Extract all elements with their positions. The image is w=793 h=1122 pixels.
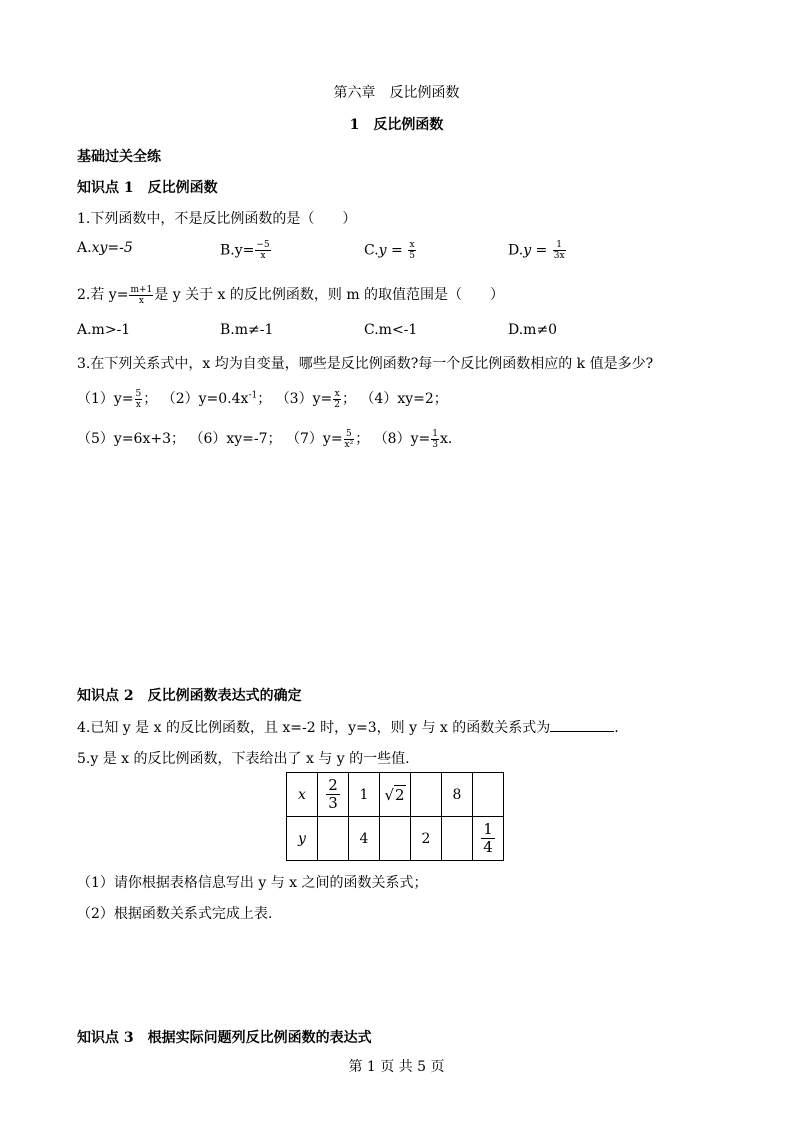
q3-items-row-1 [77,388,448,410]
section-title: 1 反比例函数 [349,117,444,133]
knowledge-point-3 [77,1027,372,1047]
table-cell-empty[interactable] [318,817,349,861]
q1-option-b: B.y= $\frac{-5}{x}$ [220,240,270,261]
q3-item-8: （8）y= $\frac{1}{3}$ x. [373,428,453,450]
table-cell-empty[interactable] [380,817,411,861]
q4-stem: 4.已知 y 是 x 的反比例函数，且 x=-2 时，y=3，则 y 与 x 的函数关系式为 . [77,720,619,736]
kp2-label: 知识点 2 [77,688,134,704]
q1-stem: 1.下列函数中，不是反比例函数的是（ ） [77,211,357,227]
chapter-title: 第六章 反比例函数 [333,85,460,101]
part-title: 基础过关全练 [77,149,161,165]
kp2-title: 反比例函数表达式的确定 [147,688,302,704]
knowledge-point-1 [77,177,218,197]
q3-item-3: （3）y= $\frac{x}{2}$ ； [275,388,356,410]
q3-item-2: $(2)y=0.4x^{-1}$； [161,390,272,407]
q1-option-d: D.y = $\frac{1}{3x}$ [508,240,565,261]
table-cell: $\frac{1}{4}$ [473,817,504,861]
q1-option-c: C.y = $\frac{x}{5}$ [364,240,415,261]
q1-b-fraction: $\frac{-5}{x}$ [256,240,270,261]
q2-option-a: A.m>-1 [77,322,131,338]
q3-item-6: （6）xy=-7； [189,431,282,447]
q1-c-fraction: $\frac{x}{5}$ [409,240,415,261]
table-cell: $\frac{2}{3}$ [318,773,349,817]
q2-option-c: C.m<-1 [364,322,418,338]
q3-item-1: （1）y= $\frac{5}{x}$ ； [77,388,158,410]
kp3-label: 知识点 3 [77,1030,134,1046]
table-cell: 1 [349,773,380,817]
knowledge-point-2 [77,685,302,705]
q5-part-1: （1）请你根据表格信息写出 y 与 x 之间的函数关系式； [77,875,428,891]
q3-stem: 3.在下列关系式中，x 均为自变量，哪些是反比例函数?每一个反比例函数相应的 k 值是多少? [77,356,654,372]
xy-value-table [286,772,504,861]
page-footer: 第 1 页 共 5 页 [348,1059,445,1075]
q2-stem: 2.若 y= $\frac{m+1}{x}$ 是 y 关于 x 的反比例函数，则 m 的取值范围是（ ） [77,284,505,306]
table-row-y [287,817,504,861]
q1-option-a: A.xy=-5 [77,240,133,256]
table-cell: 4 [349,817,380,861]
q3-item-5: （5）y=6x+3； [77,431,185,447]
table-cell: 8 [442,773,473,817]
table-cell-x-label: x [287,773,318,817]
kp3-title: 根据实际问题列反比例函数的表达式 [147,1030,372,1046]
kp1-title: 反比例函数 [147,180,218,196]
q5-part-2: （2）根据函数关系式完成上表. [77,906,273,922]
q3-item-7: （7）y= $\frac{5}{\text{x²}}$ ； [286,428,370,450]
q4-answer-blank[interactable] [550,719,614,732]
q5-stem: 5.y 是 x 的反比例函数，下表给出了 x 与 y 的一些值. [77,751,410,767]
q2-fraction: $\frac{m+1}{x}$ [130,284,153,306]
q2-option-d: D.m≠0 [508,322,558,338]
table-cell: √2 [380,773,411,817]
table-cell-empty[interactable] [411,773,442,817]
table-row-x [287,773,504,817]
q1-d-fraction: $\frac{1}{3x}$ [553,240,565,261]
table-cell: 2 [411,817,442,861]
kp1-label: 知识点 1 [77,180,134,196]
table-cell-empty[interactable] [473,773,504,817]
table-cell-y-label: y [287,817,318,861]
q3-item-4: （4）xy=2； [360,391,448,407]
q3-items-row-2 [77,428,452,450]
table-cell-empty[interactable] [442,817,473,861]
q2-option-b: B.m≠-1 [220,322,274,338]
